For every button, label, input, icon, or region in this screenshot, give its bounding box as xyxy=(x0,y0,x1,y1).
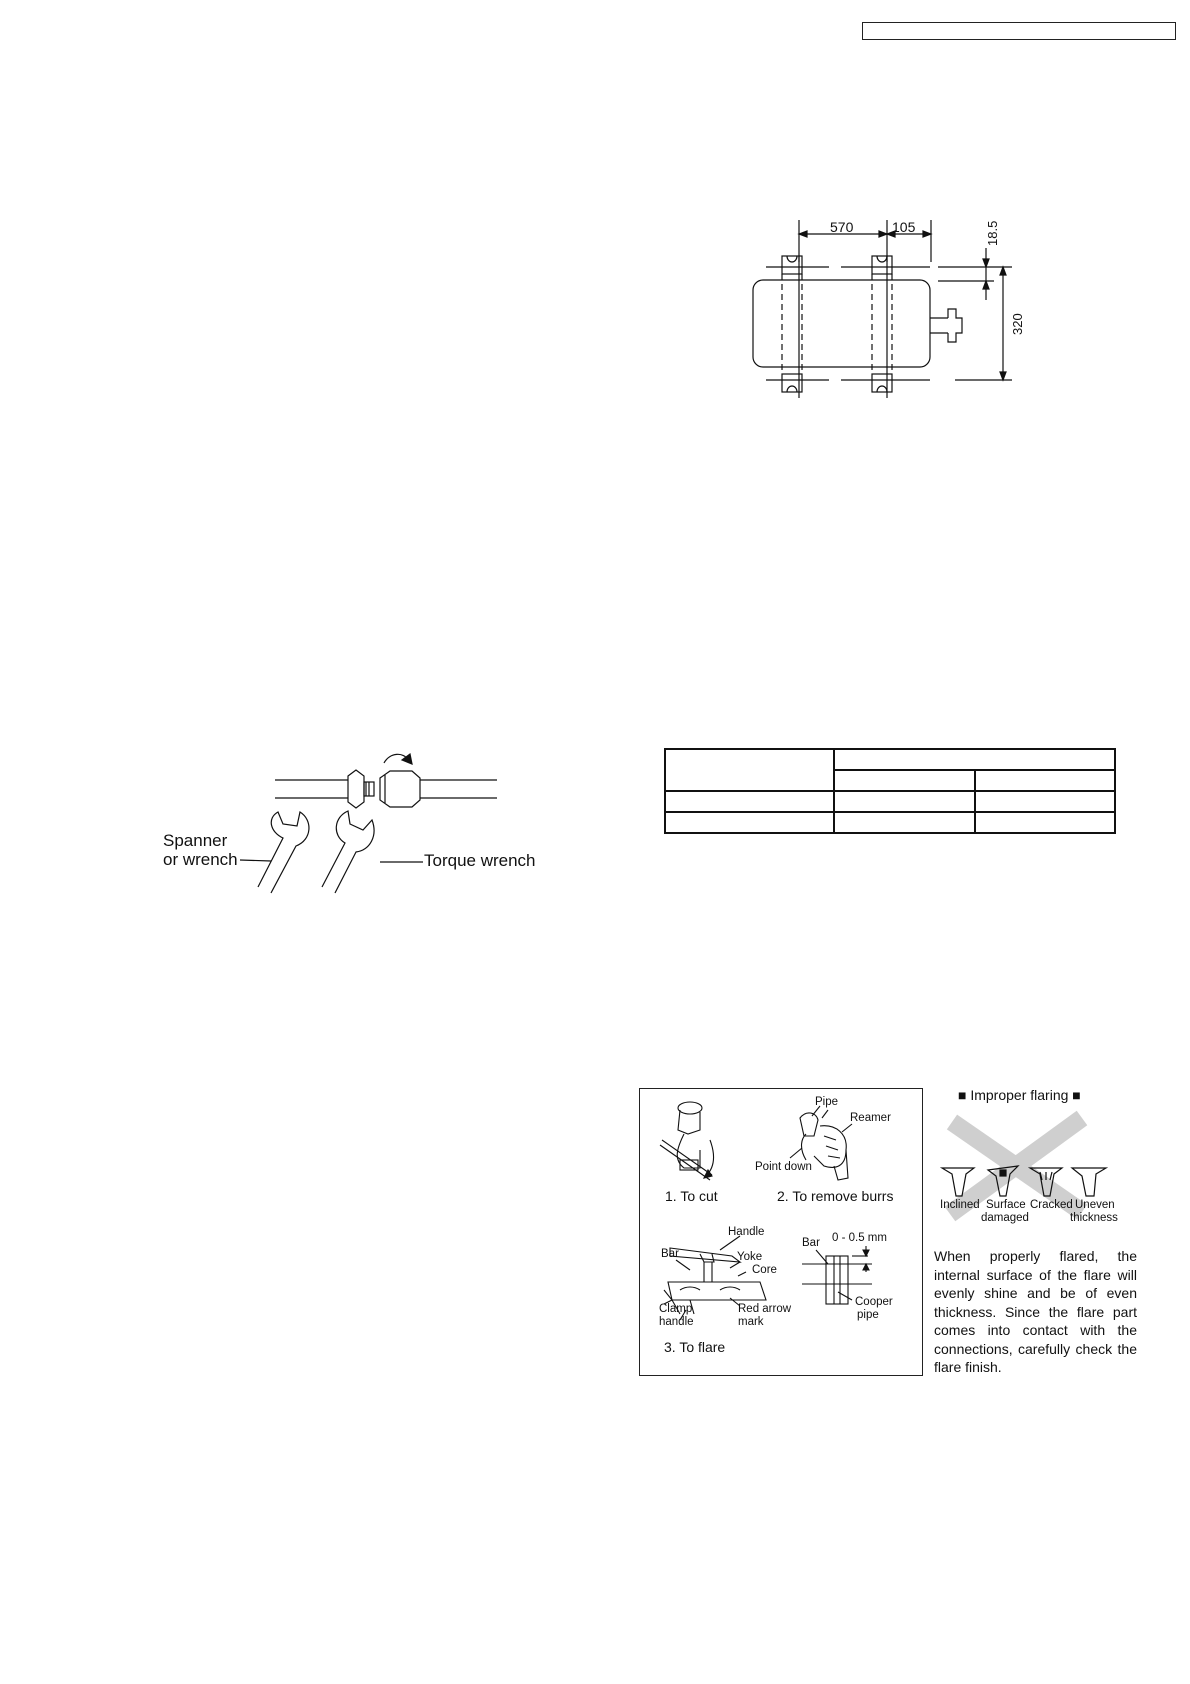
clamp-label-line2: handle xyxy=(659,1316,694,1328)
bar-detail-label: Bar xyxy=(802,1237,820,1249)
handle-label: Handle xyxy=(728,1226,765,1238)
reamer-label: Reamer xyxy=(850,1112,891,1124)
damaged-label: damaged xyxy=(981,1212,1029,1224)
gap-label: 0 - 0.5 mm xyxy=(832,1232,887,1244)
thickness-label: thickness xyxy=(1070,1212,1118,1224)
cracked-label: Cracked xyxy=(1030,1199,1073,1211)
red-arrow-label-line2: mark xyxy=(738,1316,764,1328)
bar-label: Bar xyxy=(661,1248,679,1260)
step3-label: 3. To flare xyxy=(664,1339,726,1355)
dim-18-5-label: 18.5 xyxy=(985,220,1000,246)
point-down-label: Point down xyxy=(755,1161,812,1173)
spanner-label-line2: or wrench xyxy=(163,850,238,869)
surface-label: Surface xyxy=(986,1199,1026,1211)
yoke-label: Yoke xyxy=(737,1251,763,1263)
spanner-label: Spanner xyxy=(163,831,228,850)
uneven-label: Uneven xyxy=(1075,1199,1115,1211)
dim-570-label: 570 xyxy=(830,219,854,235)
dim-105-label: 105 xyxy=(892,219,916,235)
torque-wrench-label: Torque wrench xyxy=(424,851,536,870)
inclined-label: Inclined xyxy=(940,1199,980,1211)
dim-320-label: 320 xyxy=(1010,313,1025,335)
flare-finish-paragraph: When properly flared, the internal surface of the flare will evenly shine and be of even thickness. Since the flare part comes into contact with the connections, carefully check the flare finish. xyxy=(934,1248,1137,1375)
cooper-pipe-label: Cooper xyxy=(855,1296,893,1308)
step1-label: 1. To cut xyxy=(665,1188,718,1204)
improper-flaring-title: ■ Improper flaring ■ xyxy=(958,1087,1081,1103)
cooper-pipe-label-line2: pipe xyxy=(857,1309,879,1321)
pipe-label: Pipe xyxy=(815,1096,839,1108)
core-label: Core xyxy=(752,1264,777,1276)
step2-label: 2. To remove burrs xyxy=(777,1188,894,1204)
red-arrow-label: Red arrow xyxy=(738,1303,792,1315)
clamp-label: Clamp xyxy=(659,1303,693,1315)
